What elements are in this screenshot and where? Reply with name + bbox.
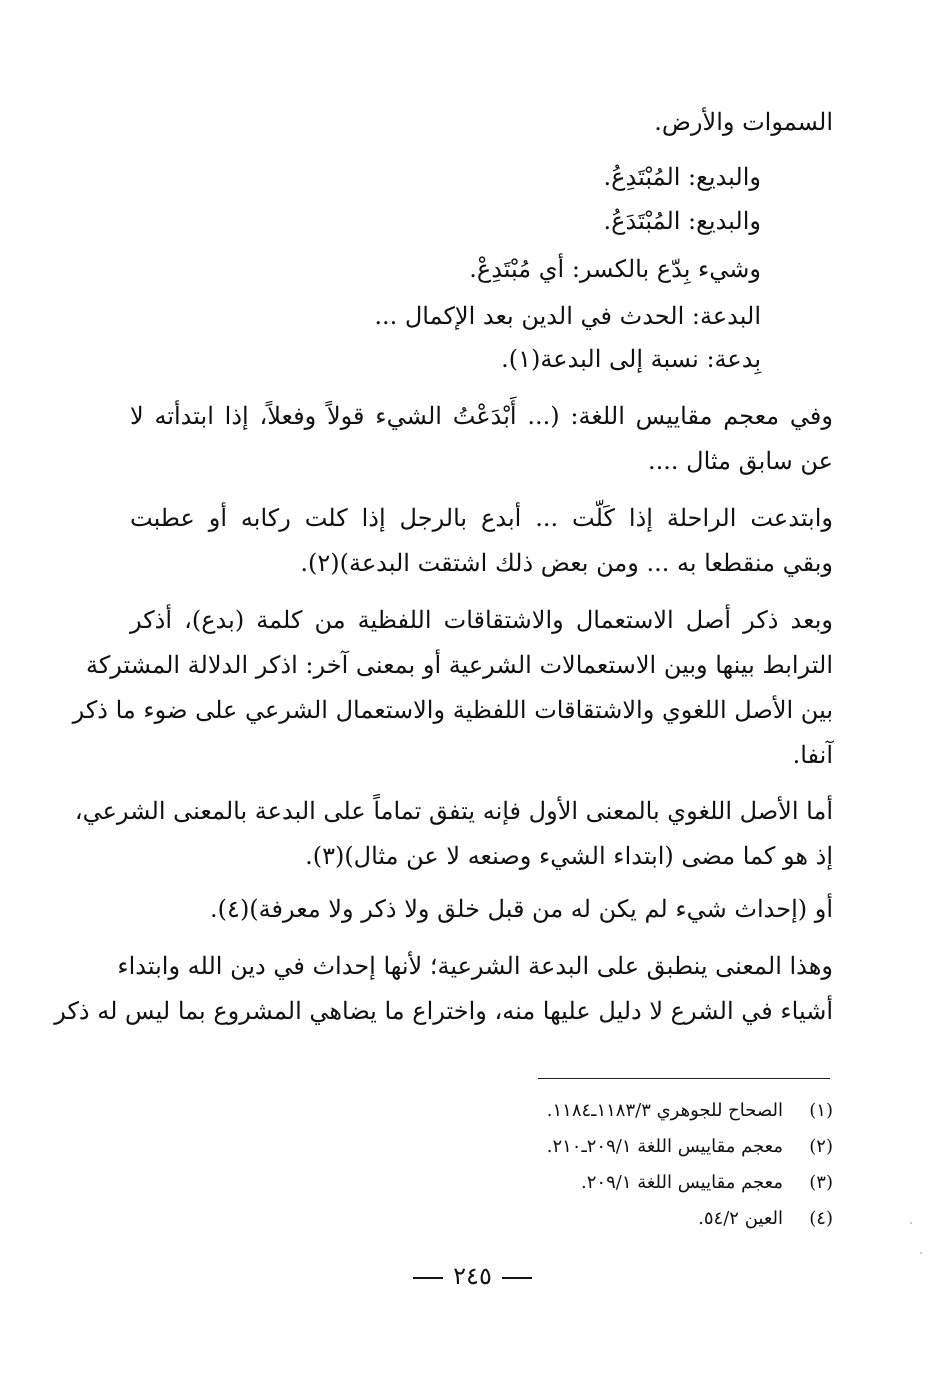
body-line: والبديع: المُبْتَدِعُ.: [603, 163, 761, 191]
body-line: بين الأصل اللغوي والاشتقاقات اللفظية والاستعمال الشرعي على ضوء ما ذكر: [72, 696, 833, 724]
body-line: أو (إحداث شيء لم يكن له من قبل خلق ولا ذكر ولا معرفة)(٤).: [210, 895, 833, 923]
footnote-number: (١): [809, 1100, 833, 1121]
page-number-dash-left: [413, 1277, 443, 1279]
footnote-text: العين ٥٤/٢.: [698, 1208, 783, 1229]
page-number-value: ٢٤٥: [453, 1262, 492, 1290]
body-line: وشيء بِدّع بالكسر: أي مُبْتَدِعْ.: [469, 255, 761, 283]
footnote-text: معجم مقاييس اللغة ٢٠٩/١.: [581, 1172, 783, 1193]
body-line: وهذا المعنى ينطبق على البدعة الشرعية؛ لأنها إحداث في دين الله وابتداء: [117, 952, 833, 980]
scan-speck: [910, 1222, 912, 1224]
footnote-item: [581, 1170, 833, 1196]
footnote-text: معجم مقاييس اللغة ٢٠٩/١ـ٢١٠.: [546, 1136, 783, 1157]
body-line: وفي معجم مقاييس اللغة: (... أَبْدَعْتُ الشيء قولاً وفعلاً، إذا ابتدأته لا: [130, 402, 833, 430]
body-line: وبعد ذكر أصل الاستعمال والاشتقاقات اللفظية من كلمة (بدع)، أذكر: [130, 606, 833, 634]
body-line: السموات والأرض.: [654, 108, 833, 136]
body-line: الترابط بينها وبين الاستعمالات الشرعية أو بمعنى آخر: اذكر الدلالة المشتركة: [86, 651, 833, 679]
footnote-number: (٣): [809, 1172, 833, 1193]
page-number: [0, 1262, 945, 1290]
footnote-item: [547, 1134, 833, 1160]
body-line: بِدعة: نسبة إلى البدعة(١).: [501, 345, 761, 373]
body-line: وبقي منقطعا به ... ومن بعض ذلك اشتقت البدعة)(٢).: [300, 549, 833, 577]
body-line: والبديع: المُبْتَدَعُ.: [603, 207, 761, 235]
body-line: أما الأصل اللغوي بالمعنى الأول فإنه يتفق تماماً على البدعة بالمعنى الشرعي،: [74, 797, 833, 825]
footnote-text: الصحاح للجوهري ١١٨٣/٣ـ١١٨٤.: [546, 1100, 783, 1121]
footnote-number: (٢): [809, 1136, 833, 1157]
body-line: إذ هو كما مضى (ابتداء الشيء وصنعه لا عن مثال)(٣).: [305, 842, 833, 870]
footnote-number: (٤): [809, 1208, 833, 1229]
body-line: البدعة: الحدث في الدين بعد الإكمال ...: [374, 302, 761, 330]
body-line: عن سابق مثال ....: [648, 447, 833, 475]
footnote-separator: [538, 1078, 830, 1079]
footnote-item: [547, 1098, 833, 1124]
body-line: وابتدعت الراحلة إذا كَلّت ... أبدع بالرجل إذا كلت ركابه أو عطبت: [130, 504, 833, 532]
footnote-item: [698, 1206, 833, 1232]
scan-speck: [920, 1252, 922, 1254]
body-line: أشياء في الشرع لا دليل عليها منه، واختراع ما يضاهي المشروع بما ليس له ذكر: [54, 997, 833, 1025]
body-line: آنفا.: [792, 741, 833, 769]
page-number-dash-right: [502, 1277, 532, 1279]
